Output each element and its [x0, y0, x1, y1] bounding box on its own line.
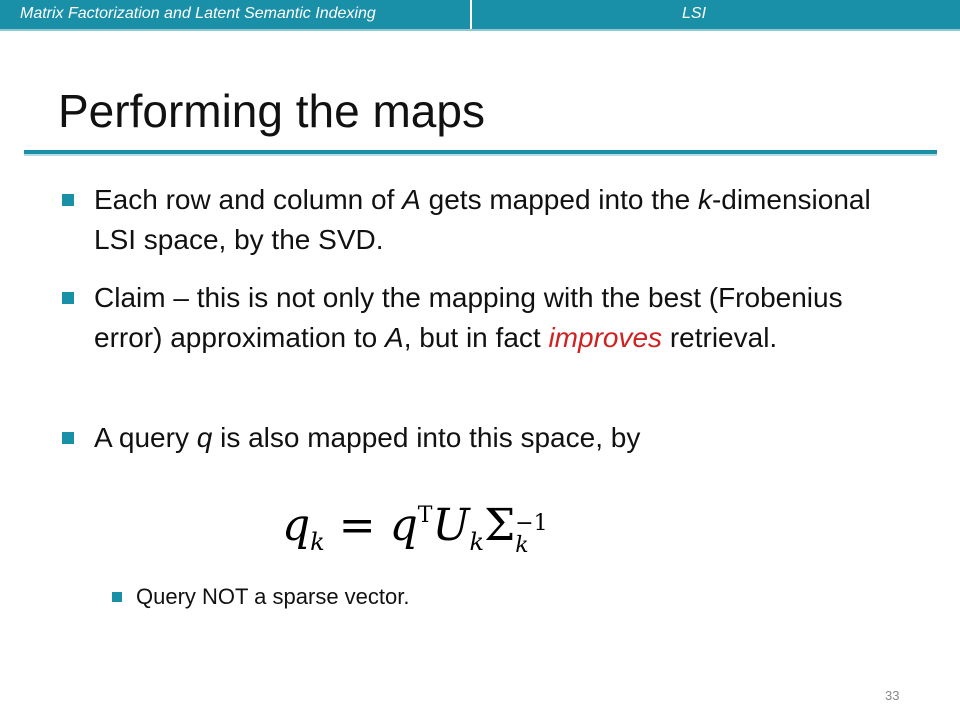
- page-number: 33: [885, 688, 900, 703]
- bullet-square-icon: [62, 194, 74, 206]
- bullet-1-text: Each row and column of A gets mapped into the k-dimensional LSI space, by the SVD.: [94, 184, 871, 255]
- bullet-square-icon: [62, 292, 74, 304]
- header-left-bar: [0, 0, 470, 29]
- bullet-3-text: A query q is also mapped into this space, by: [94, 422, 641, 453]
- slide-title: Performing the maps: [58, 85, 485, 137]
- query-mapping-equation: $q_k = q^TU_k\Sigma$ −1 k: [282, 500, 548, 558]
- bullet-2: [62, 278, 872, 358]
- sub-bullet: [112, 582, 409, 612]
- header-course-title: Matrix Factorization and Latent Semantic Indexing: [20, 5, 376, 22]
- bullet-square-icon: [62, 432, 74, 444]
- sub-bullet-text: Query NOT a sparse vector.: [136, 584, 410, 609]
- header-section-title: LSI: [682, 5, 707, 22]
- bullet-square-icon: [112, 592, 122, 602]
- bullet-3: [62, 418, 872, 458]
- bullet-2-text: Claim – this is not only the mapping with the best (Frobenius error) approximation to A, but in fact improves retrieval.: [94, 282, 843, 353]
- title-underline-shadow: [24, 154, 937, 156]
- bullet-1: [62, 180, 872, 260]
- header-divider: [0, 29, 960, 31]
- header-right-bar: [472, 0, 960, 29]
- highlighted-word: improves: [548, 322, 663, 353]
